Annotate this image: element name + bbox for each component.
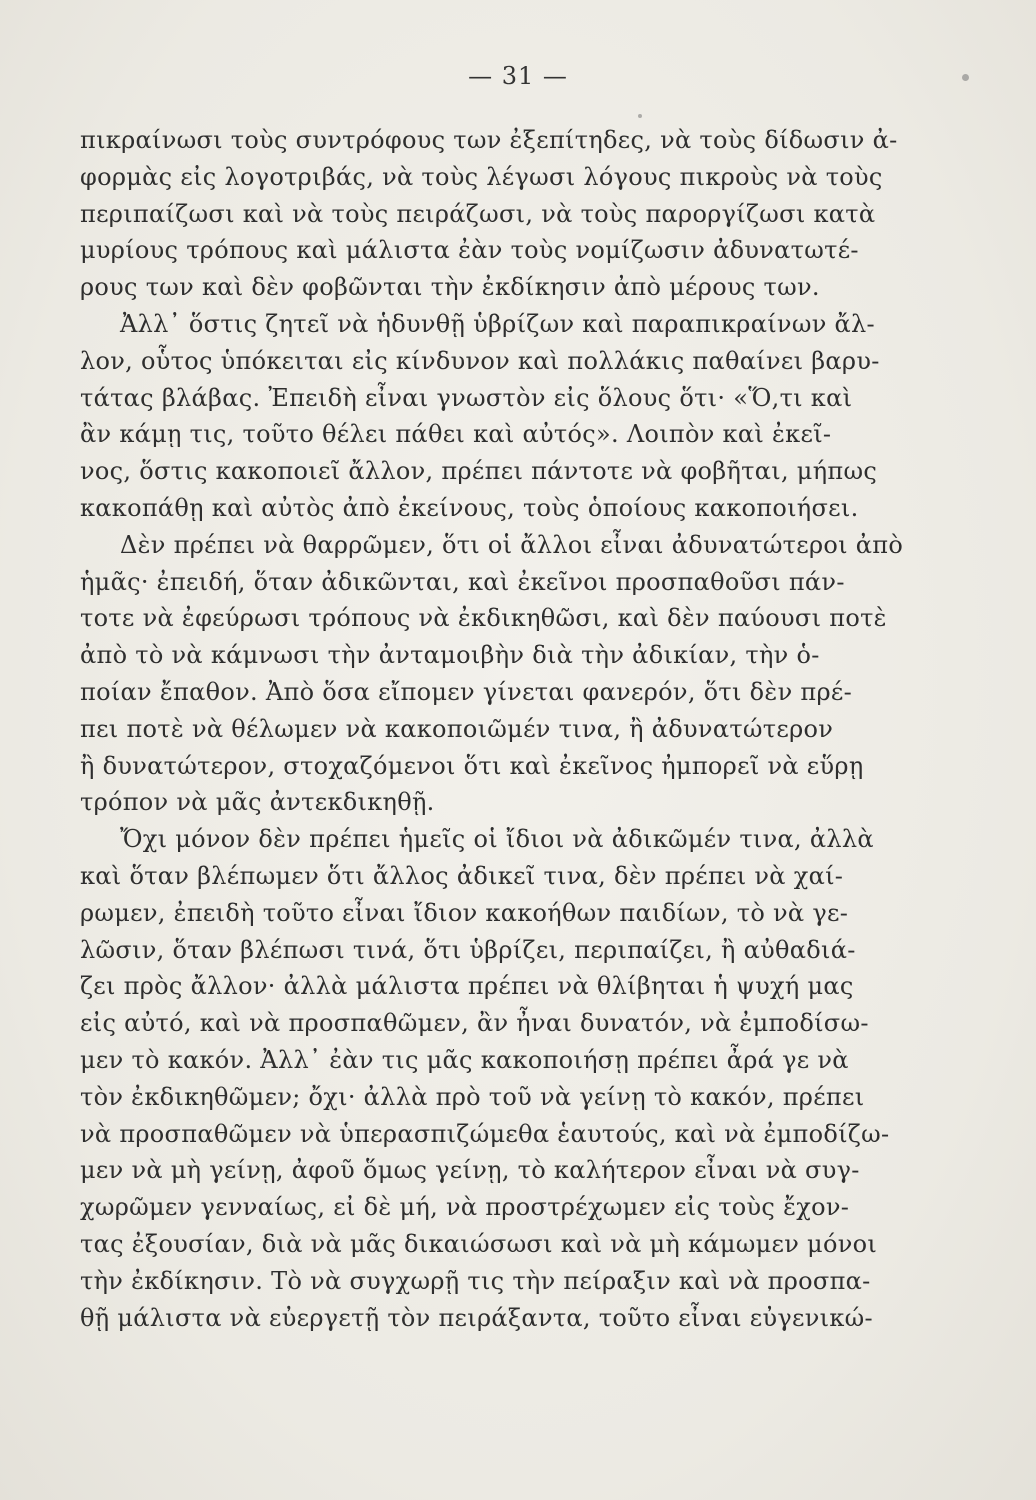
text-line: ρους των καὶ δὲν φοβῶνται τὴν ἐκδίκησιν ἀπὸ μέρους των. xyxy=(80,273,820,302)
text-line: ἂν κάμῃ τις, τοῦτο θέλει πάθει καὶ αὐτός». Λοιπὸν καὶ ἐκεῖ- xyxy=(80,420,832,449)
text-line: τοτε νὰ ἐφεύρωσι τρόπους νὰ ἐκδικηθῶσι, καὶ δὲν παύουσι ποτὲ xyxy=(80,604,887,633)
text-line: μυρίους τρόπους καὶ μάλιστα ἐὰν τοὺς νομίζωσιν ἀδυνατωτέ- xyxy=(80,236,859,265)
paragraph-start-line: Δὲν πρέπει νὰ θαρρῶμεν, ὅτι οἱ ἄλλοι εἶναι ἀδυνατώτεροι ἀπὸ xyxy=(120,530,904,559)
ink-speck xyxy=(638,114,642,118)
text-line: τάτας βλάβας. Ἐπειδὴ εἶναι γνωστὸν εἰς ὅλους ὅτι· «Ὅ,τι καὶ xyxy=(80,383,853,412)
text-line: ἢ δυνατώτερον, στοχαζόμενοι ὅτι καὶ ἐκεῖνος ἠμπορεῖ νὰ εὕρῃ xyxy=(80,751,864,780)
text-line: λον, οὗτος ὑπόκειται εἰς κίνδυνον καὶ πολλάκις παθαίνει βαρυ- xyxy=(80,346,880,375)
paragraph-start-line: Ἀλλ᾽ ὅστις ζητεῖ νὰ ἡδυνθῇ ὑβρίζων καὶ παραπικραίνων ἄλ- xyxy=(120,309,875,338)
text-line: τὴν ἐκδίκησιν. Τὸ νὰ συγχωρῇ τις τὴν πείραξιν καὶ νὰ προσπα- xyxy=(80,1266,871,1295)
text-line: νὰ προσπαθῶμεν νὰ ὑπερασπιζώμεθα ἑαυτούς, καὶ νὰ ἐμποδίζω- xyxy=(80,1119,890,1148)
text-line: μεν τὸ κακόν. Ἀλλ᾽ ἐὰν τις μᾶς κακοποιήσῃ πρέπει ἆρά γε νὰ xyxy=(80,1045,849,1074)
text-line: πει ποτὲ νὰ θέλωμεν νὰ κακοποιῶμέν τινα, ἢ ἀδυνατώτερον xyxy=(80,714,834,743)
text-line: εἰς αὐτό, καὶ νὰ προσπαθῶμεν, ἂν ἦναι δυνατόν, νὰ ἐμποδίσω- xyxy=(80,1009,869,1038)
text-line: ποίαν ἔπαθον. Ἀπὸ ὅσα εἴπομεν γίνεται φανερόν, ὅτι δὲν πρέ- xyxy=(80,677,853,706)
text-line: καὶ ὅταν βλέπωμεν ὅτι ἄλλος ἀδικεῖ τινα, δὲν πρέπει νὰ χαί- xyxy=(80,861,844,890)
text-line: ζει πρὸς ἄλλον· ἀλλὰ μάλιστα πρέπει νὰ θλίβηται ἡ ψυχή μας xyxy=(80,972,854,1001)
text-line: λῶσιν, ὅταν βλέπωσι τινά, ὅτι ὑβρίζει, περιπαίζει, ἢ αὐθαδιά- xyxy=(80,935,856,964)
text-line: φορμὰς εἰς λογοτριβάς, νὰ τοὺς λέγωσι λόγους πικροὺς νὰ τοὺς xyxy=(80,162,883,191)
text-line: ἀπὸ τὸ νὰ κάμνωσι τὴν ἀνταμοιβὴν διὰ τὴν ἀδικίαν, τὴν ὁ- xyxy=(80,641,820,670)
text-line: ρωμεν, ἐπειδὴ τοῦτο εἶναι ἴδιον κακοήθων παιδίων, τὸ νὰ γε- xyxy=(80,898,849,927)
paragraph-start-line: Ὄχι μόνον δὲν πρέπει ἡμεῖς οἱ ἴδιοι νὰ ἀδικῶμέν τινα, ἀλλὰ xyxy=(120,825,874,854)
text-line: τας ἐξουσίαν, διὰ νὰ μᾶς δικαιώσωσι καὶ νὰ μὴ κάμωμεν μόνοι xyxy=(80,1229,878,1258)
page-number: — 31 — xyxy=(468,62,568,90)
text-line: ἡμᾶς· ἐπειδή, ὅταν ἀδικῶνται, καὶ ἐκεῖνοι προσπαθοῦσι πάν- xyxy=(80,567,845,596)
text-line: μεν νὰ μὴ γείνῃ, ἀφοῦ ὅμως γείνῃ, τὸ καλήτερον εἶναι νὰ συγ- xyxy=(80,1156,860,1185)
text-line: τὸν ἐκδικηθῶμεν; ὄχι· ἀλλὰ πρὸ τοῦ νὰ γείνῃ τὸ κακόν, πρέπει xyxy=(80,1082,865,1111)
text-line: κακοπάθῃ καὶ αὐτὸς ἀπὸ ἐκείνους, τοὺς ὁποίους κακοποιήσει. xyxy=(80,493,859,522)
body-text xyxy=(80,122,960,1336)
text-line: περιπαίζωσι καὶ νὰ τοὺς πειράζωσι, νὰ τοὺς παροργίζωσι κατὰ xyxy=(80,199,876,228)
text-line: τρόπον νὰ μᾶς ἀντεκδικηθῇ. xyxy=(80,788,435,817)
text-line: χωρῶμεν γενναίως, εἰ δὲ μή, νὰ προστρέχωμεν εἰς τοὺς ἔχον- xyxy=(80,1193,850,1222)
text-line: θῇ μάλιστα νὰ εὐεργετῇ τὸν πειράξαντα, τοῦτο εἶναι εὐγενικώ- xyxy=(80,1303,873,1332)
text-line: πικραίνωσι τοὺς συντρόφους των ἐξεπίτηδες, νὰ τοὺς δίδωσιν ἀ- xyxy=(80,126,898,154)
text-line: νος, ὅστις κακοποιεῖ ἄλλον, πρέπει πάντοτε νὰ φοβῆται, μήπως xyxy=(80,457,878,486)
